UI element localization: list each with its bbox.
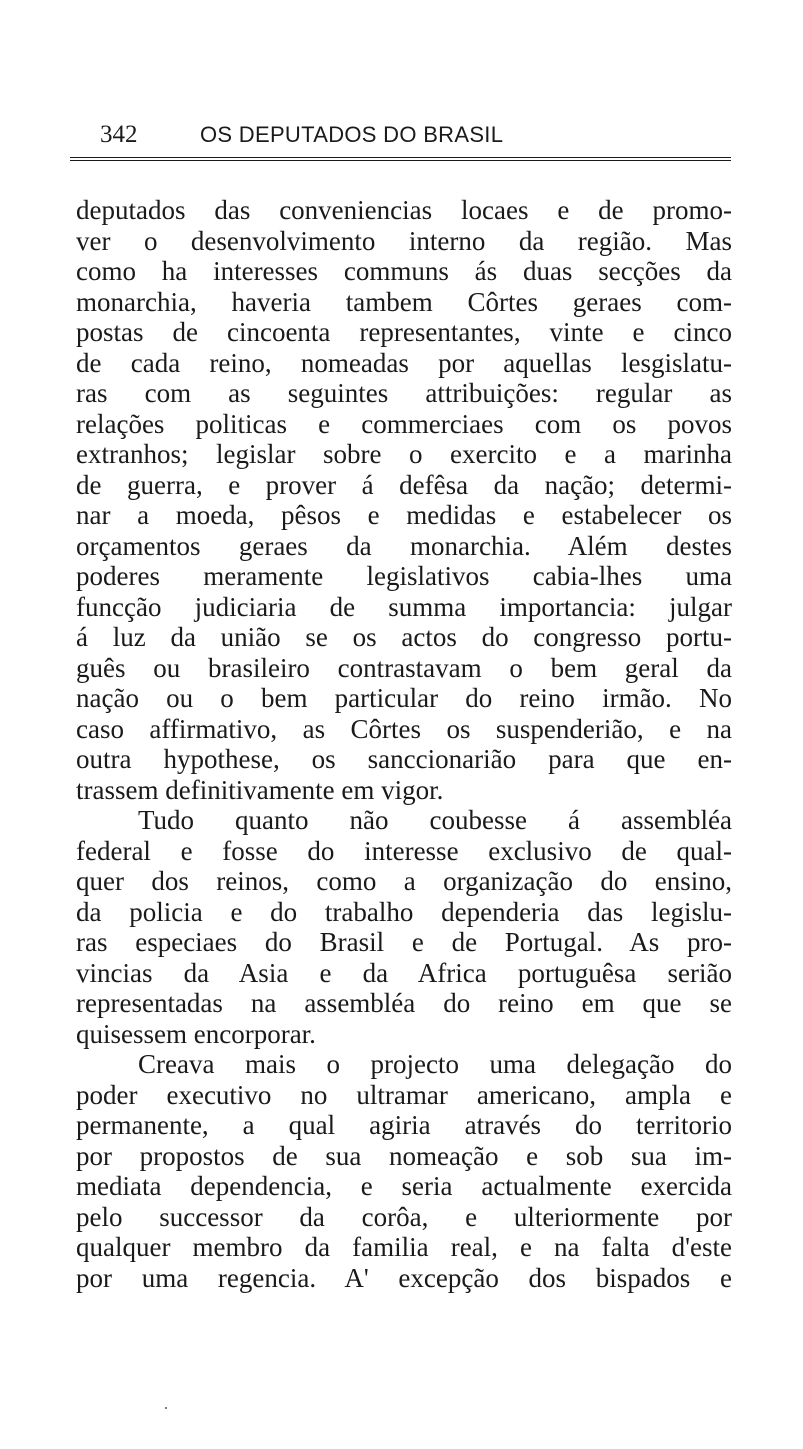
text-line: ver o desenvolvimento interno da região. Mas [76, 225, 732, 256]
text-line: vincias da Asia e da Africa portuguêsa serião [76, 957, 732, 988]
text-line: monarchia, haveria tambem Côrtes geraes com- [76, 286, 732, 317]
text-line: nação ou o bem particular do reino irmão. No [76, 683, 732, 713]
header-rule-double [70, 160, 731, 161]
text-line: representadas na assembléa do reino em que se [76, 988, 732, 1018]
body-text [76, 195, 732, 1293]
text-line: guês ou brasileiro contrastavam o bem geral da [76, 652, 732, 683]
text-line: de guerra, e prover á defêsa da nação; determi- [76, 469, 732, 500]
text-line: quisessem encorporar. [76, 1018, 316, 1049]
text-line: deputados das conveniencias locaes e de promo- [76, 195, 732, 225]
text-line: orçamentos geraes da monarchia. Além destes [76, 530, 732, 561]
text-line: por uma regencia. A' excepção dos bispados e [76, 1262, 732, 1293]
paragraph-start-line: Creava mais o projecto uma delegação do [138, 1049, 732, 1079]
text-line: ras especiaes do Brasil e de Portugal. As pro- [76, 927, 732, 957]
paragraph-start-line: Tudo quanto não coubesse á assembléa [138, 805, 732, 835]
print-speck [165, 1407, 167, 1409]
text-line: quer dos reinos, como a organização do ensino, [76, 866, 732, 896]
text-line: da policia e do trabalho dependeria das legislu- [76, 896, 732, 927]
text-line: trassem definitivamente em vigor. [76, 774, 444, 805]
text-line: de cada reino, nomeadas por aquellas lesgislatu- [76, 347, 732, 378]
text-line: relações politicas e commerciaes com os povos [76, 408, 732, 439]
page-number: 342 [100, 121, 138, 148]
text-line: federal e fosse do interesse exclusivo de qual- [76, 835, 732, 866]
text-line: permanente, a qual agiria através do territorio [76, 1110, 732, 1140]
text-line: caso affirmativo, as Côrtes os suspenderião, e na [76, 713, 732, 744]
text-line: pelo successor da corôa, e ulteriormente por [76, 1201, 732, 1232]
text-line: qualquer membro da familia real, e na falta d'este [76, 1232, 732, 1262]
text-line: como ha interesses communs ás duas secções da [76, 256, 732, 286]
text-line: extranhos; legislar sobre o exercito e a marinha [76, 439, 732, 469]
text-line: funcção judiciaria de summa importancia: julgar [76, 591, 732, 622]
text-line: ras com as seguintes attribuições: regular as [76, 378, 732, 408]
running-title: OS DEPUTADOS DO BRASIL [200, 122, 504, 147]
text-line: por propostos de sua nomeação e sob sua im- [76, 1140, 732, 1171]
text-line: nar a moeda, pêsos e medidas e estabelecer os [76, 500, 732, 530]
text-line: poder executivo no ultramar americano, ampla e [76, 1079, 732, 1110]
text-line: mediata dependencia, e seria actualmente exercida [76, 1171, 732, 1201]
text-line: postas de cincoenta representantes, vinte e cinco [76, 317, 732, 347]
text-line: poderes meramente legislativos cabia-lhes uma [76, 561, 732, 591]
text-line: á luz da união se os actos do congresso portu- [76, 622, 732, 652]
running-head [100, 118, 600, 152]
text-line: outra hypothese, os sanccionarião para que en- [76, 744, 732, 774]
header-rule [70, 157, 731, 158]
